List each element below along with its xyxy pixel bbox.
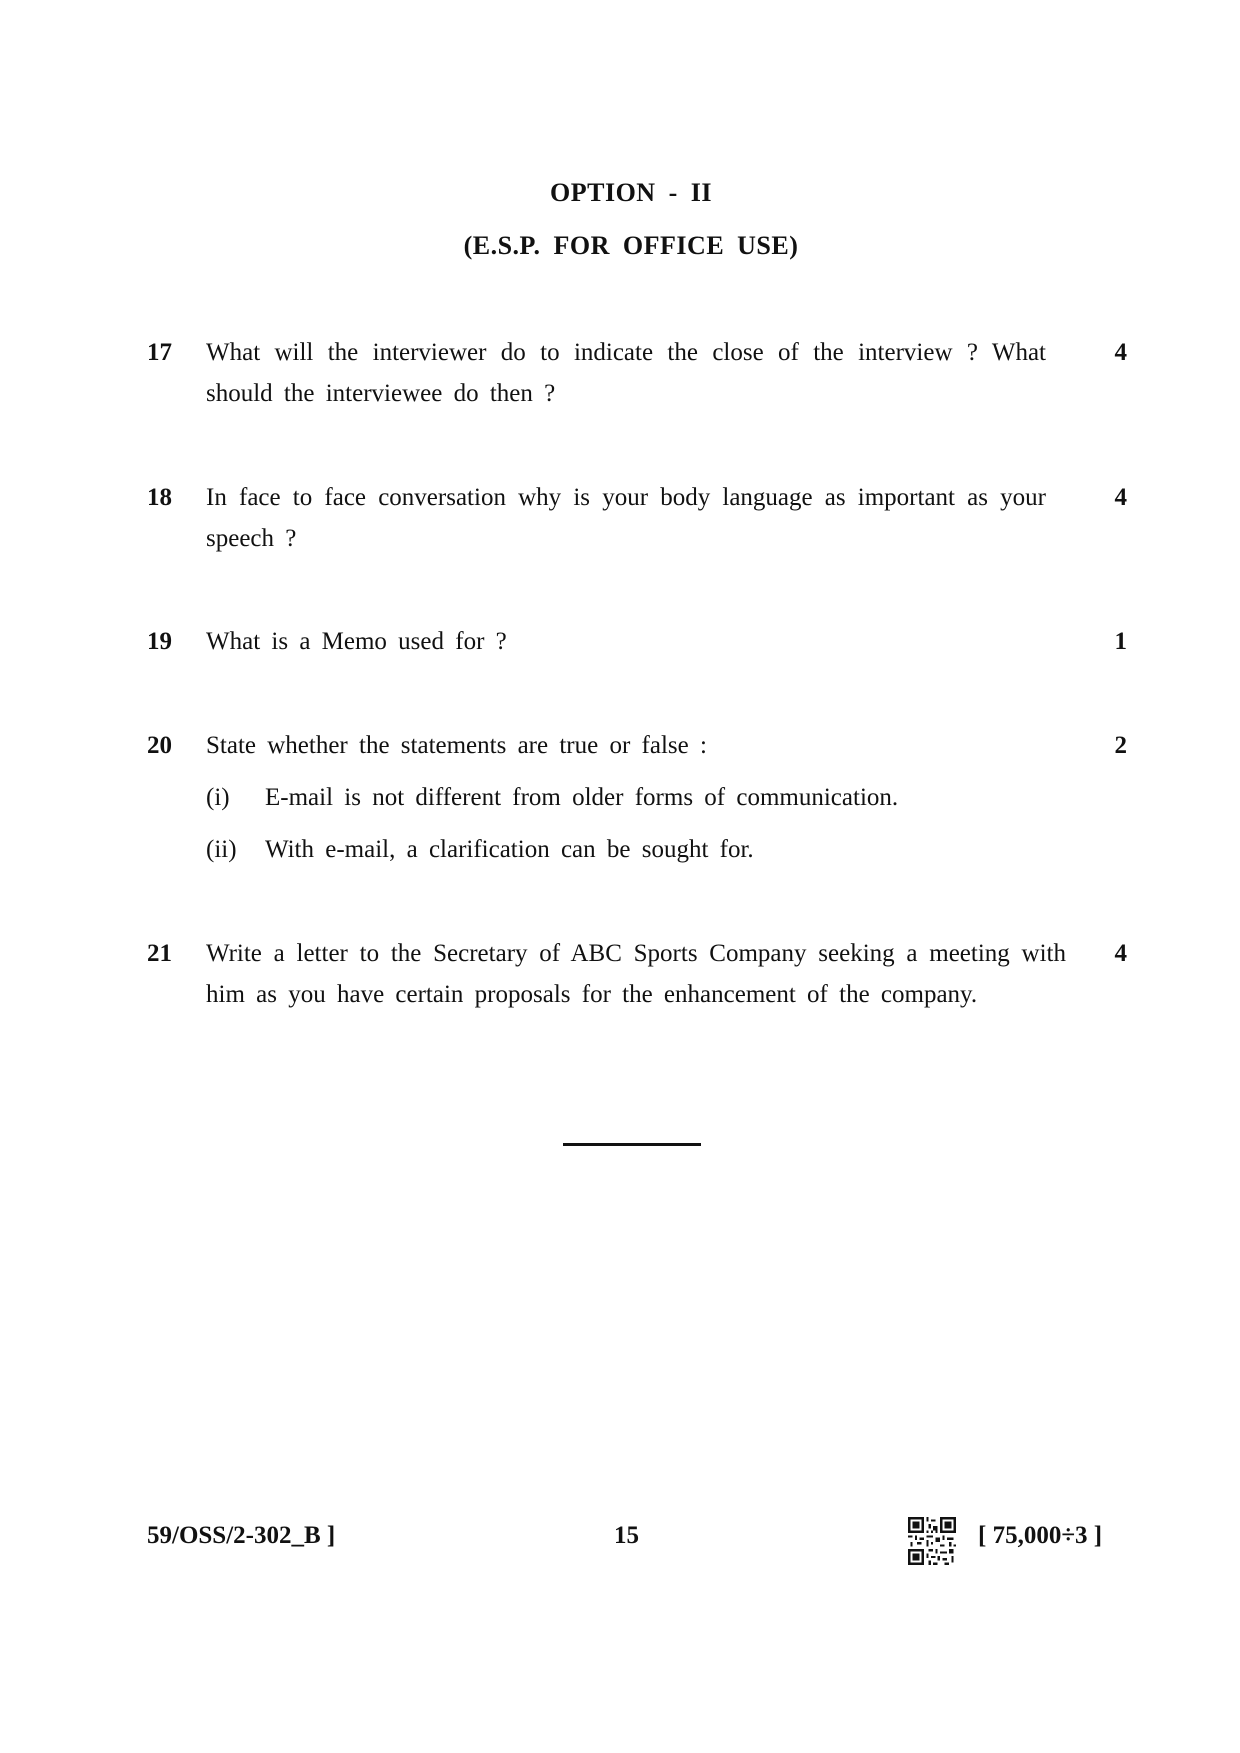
statement-text: E-mail is not different from older forms of communication. [265,784,899,811]
question-marks: 4 [1114,484,1127,511]
question-number: 20 [147,732,172,759]
question-number: 21 [147,940,172,967]
paper-code: 59/OSS/2-302_B ] [147,1522,336,1549]
question-text: What is a Memo used for ? [206,628,507,655]
page-number: 15 [614,1522,639,1549]
statement-item [206,777,898,818]
section-title: OPTION - II [550,178,712,207]
question-text: In face to face conversation why is your body language as important as your speech ? [206,484,1046,552]
question-number: 17 [147,339,172,366]
question-text: What will the interviewer do to indicate the close of the interview ? What should the interviewee do then ? [206,339,1046,407]
question-marks: 1 [1114,628,1127,655]
statement-item [206,829,754,870]
statement-text: With e-mail, a clarification can be sought for. [265,836,754,863]
end-divider [563,1143,701,1146]
print-count: [ 75,000÷3 ] [978,1522,1103,1549]
question-marks: 4 [1114,940,1127,967]
section-subtitle: (E.S.P. FOR OFFICE USE) [463,231,799,260]
statement-label: (i) [206,784,230,811]
question-text: State whether the statements are true or false : [206,732,707,759]
qr-code-icon [908,1517,956,1565]
question-number: 18 [147,484,172,511]
question-marks: 2 [1114,732,1127,759]
question-number: 19 [147,628,172,655]
statement-label: (ii) [206,836,237,863]
question-text: Write a letter to the Secretary of ABC Sports Company seeking a meeting with him as you have certain proposals for the enhancement of the company. [206,940,1066,1008]
question-marks: 4 [1114,339,1127,366]
